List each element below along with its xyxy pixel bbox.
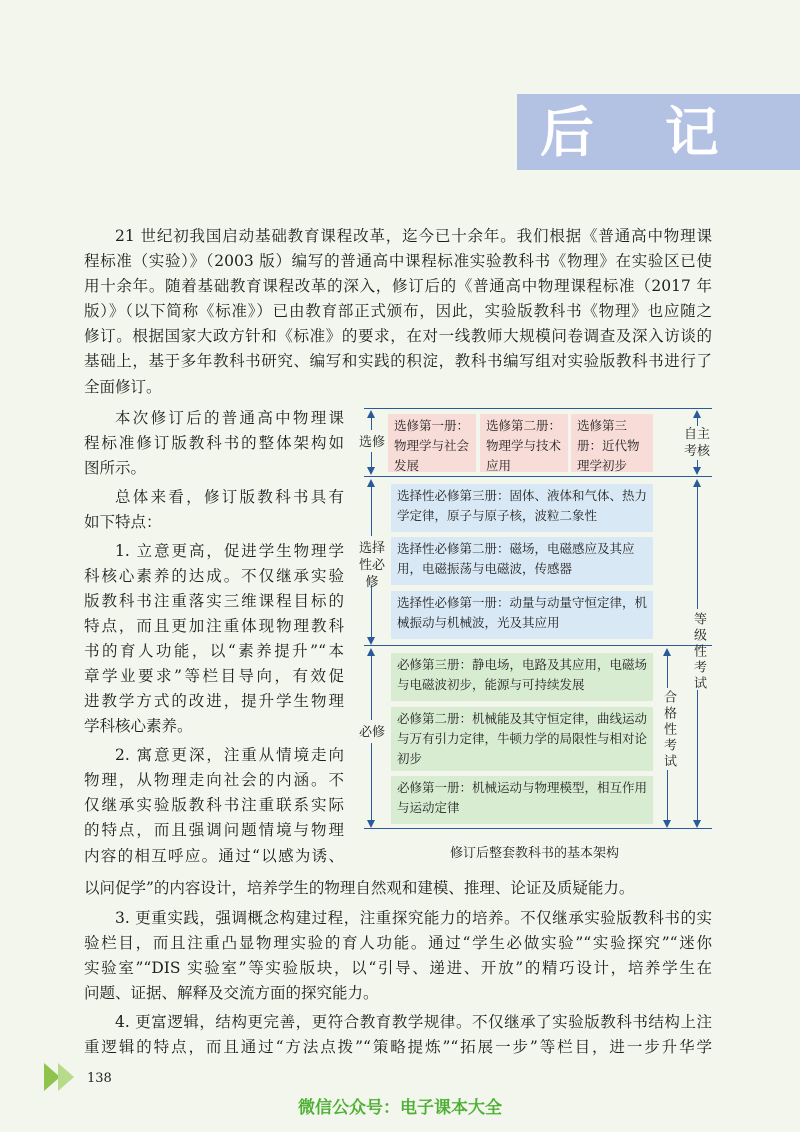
arrow-up-icon bbox=[367, 410, 375, 418]
wechat-footer: 微信公众号：电子课本大全 bbox=[298, 1098, 502, 1118]
elective-box: 选修第三册：近代物理学初步 bbox=[571, 414, 653, 472]
column-line: 内容的相互呼应。通过“以感为诱、 bbox=[84, 847, 344, 865]
arrow-up-icon bbox=[693, 410, 701, 418]
column-line: 仅继承实验版教科书注重联系实际 bbox=[84, 796, 344, 814]
paragraph-line: 以问促学”的内容设计，培养学生的物理自然观和建模、推理、论证及质疑能力。 bbox=[84, 879, 635, 897]
column-line: 程标准修订版教科书的整体架构如 bbox=[84, 434, 344, 452]
elective-box: 选修第二册：物理学与技术应用 bbox=[480, 414, 568, 472]
page-chevron-icon bbox=[58, 1063, 74, 1091]
column-line: 书的育人功能，以“素养提升”“本 bbox=[84, 642, 344, 660]
diagram-rule bbox=[364, 476, 712, 477]
page-number: 138 bbox=[87, 1071, 112, 1086]
selective-box: 选择性必修第二册：磁场，电磁感应及其应用，电磁振荡与电磁波，传感器 bbox=[391, 537, 653, 585]
arrow-up-icon bbox=[663, 648, 671, 656]
label-selective: 选择性必修 bbox=[358, 541, 385, 590]
column-line: 进教学方式的改进，提升学生物理 bbox=[84, 692, 344, 710]
paragraph-line: 重逻辑的特点，而且通过“方法点拨”“策略提炼”“拓展一步”等栏目，进一步升华学 bbox=[84, 1038, 712, 1056]
arrow-line bbox=[371, 743, 372, 824]
paragraph-line: 程标准（实验）》（2003 版）编写的普通高中课程标准实验教科书《物理》在实验区已使 bbox=[84, 252, 712, 270]
diagram-rule bbox=[364, 828, 712, 829]
diagram-rule bbox=[364, 645, 712, 646]
paragraph-line: 21 世纪初我国启动基础教育课程改革，迄今已十余年。我们根据《普通高中物理课 bbox=[115, 227, 712, 245]
required-box: 必修第二册：机械能及其守恒定律，曲线运动与万有引力定律，牛顿力学的局限性与相对论初步 bbox=[391, 707, 653, 771]
paragraph-line: 用十余年。随着基础教育课程改革的深入，修订后的《普通高中物理课程标准（2017 年 bbox=[84, 277, 712, 295]
column-line: 章学业要求”等栏目导向，有效促 bbox=[84, 667, 344, 685]
diagram-caption: 修订后整套教科书的基本架构 bbox=[450, 846, 620, 861]
paragraph-line: 验栏目，而且注重凸显物理实验的育人功能。通过“学生必做实验”“实验探究”“迷你 bbox=[84, 934, 712, 952]
column-line: 1. 立意更高，促进学生物理学 bbox=[115, 542, 344, 560]
arrow-down-icon bbox=[693, 467, 701, 475]
paragraph-line: 全面修订。 bbox=[84, 378, 162, 396]
label-self-assessment: 自主考核 bbox=[683, 427, 710, 459]
arrow-up-icon bbox=[367, 648, 375, 656]
column-line: 特点，而且更加注重体现物理教科 bbox=[84, 617, 344, 635]
column-line: 物理，从物理走向社会的内涵。不 bbox=[84, 771, 344, 789]
arrow-down-icon bbox=[693, 820, 701, 828]
arrow-down-icon bbox=[367, 637, 375, 645]
paragraph-line: 修订。根据国家大政方针和《标准》的要求，在对一线教师大规模问卷调查及深入访谈的 bbox=[84, 327, 712, 345]
required-box: 必修第一册：机械运动与物理模型，相互作用与运动定律 bbox=[391, 776, 653, 824]
column-line: 学科核心素养。 bbox=[84, 717, 193, 735]
label-required: 必修 bbox=[358, 725, 385, 740]
column-line: 版教科书注重落实三维课程目标的 bbox=[84, 592, 344, 610]
column-line: 本次修订后的普通高中物理课 bbox=[115, 409, 344, 427]
paragraph-line: 问题、证据、解释及交流方面的探究能力。 bbox=[84, 984, 379, 1002]
paragraph-line: 4. 更富逻辑，结构更完善，更符合教育教学规律。不仅继承了实验版教科书结构上注 bbox=[115, 1013, 712, 1031]
label-elective: 选修 bbox=[358, 435, 385, 450]
column-line: 科核心素养的达成。不仅继承实验 bbox=[84, 567, 344, 585]
column-line: 总体来看，修订版教科书具有 bbox=[115, 488, 344, 506]
label-pass-exam: 合格性考试 bbox=[661, 690, 676, 770]
selective-box: 选择性必修第一册：动量与动量守恒定律，机械振动与机械波，光及其应用 bbox=[391, 591, 653, 639]
paragraph-line: 实验室”“DIS 实验室”等实验版块，以“引导、递进、开放”的精巧设计，培养学生在 bbox=[84, 959, 712, 977]
arrow-down-icon bbox=[663, 820, 671, 828]
paragraph-line: 版）》（以下简称《标准》）已由教育部正式颁布，因此，实验版教科书《物理》也应随之 bbox=[84, 302, 712, 320]
paragraph-line: 3. 更重实践，强调概念构建过程，注重探究能力的培养。不仅继承实验版教科书的实 bbox=[115, 909, 712, 927]
elective-box: 选修第一册：物理学与社会发展 bbox=[388, 414, 476, 472]
required-box: 必修第三册：静电场，电路及其应用，电磁场与电磁波初步，能源与可持续发展 bbox=[391, 653, 653, 701]
arrow-up-icon bbox=[693, 479, 701, 487]
column-line: 图所示。 bbox=[84, 459, 147, 477]
arrow-line bbox=[371, 585, 372, 641]
arrow-line bbox=[371, 481, 372, 536]
column-line: 2. 寓意更深，注重从情境走向 bbox=[115, 746, 344, 764]
arrow-down-icon bbox=[367, 820, 375, 828]
column-line: 的特点，而且强调问题情境与物理 bbox=[84, 821, 344, 839]
selective-box: 选择性必修第三册：固体、液体和气体、热力学定律，原子与原子核，波粒二象性 bbox=[391, 484, 653, 532]
arrow-line bbox=[697, 481, 698, 609]
arrow-down-icon bbox=[367, 467, 375, 475]
page-title: 后 记 bbox=[540, 101, 745, 164]
paragraph-line: 基础上，基于多年教科书研究、编写和实践的积淀，教科书编写组对实验版教科书进行了 bbox=[84, 352, 712, 370]
arrow-up-icon bbox=[367, 479, 375, 487]
label-grade-exam: 等级性考试 bbox=[691, 612, 706, 692]
arrow-line bbox=[697, 690, 698, 824]
arrow-line bbox=[667, 770, 668, 824]
diagram-rule bbox=[364, 408, 712, 409]
arrow-line bbox=[371, 650, 372, 720]
column-line: 如下特点： bbox=[84, 513, 162, 531]
